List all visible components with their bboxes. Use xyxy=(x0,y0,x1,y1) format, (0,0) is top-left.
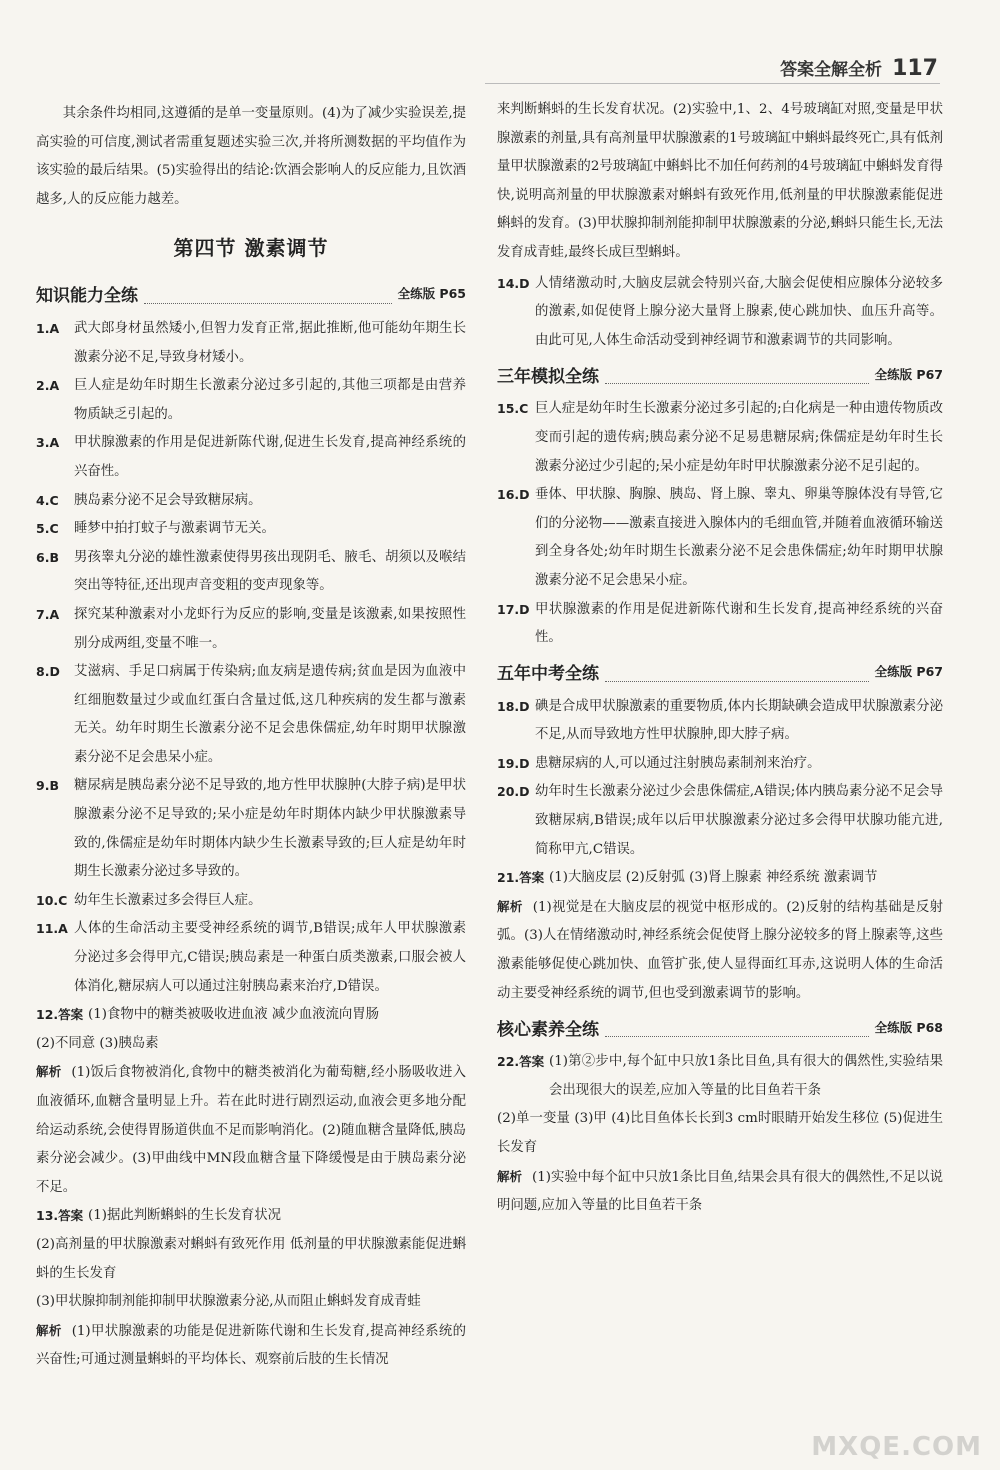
item-text: 人情绪激动时,大脑皮层就会特别兴奋,大脑会促使相应腺体分泌较多的激素,如促使肾上腺分泌大量肾上腺素,使心跳加快、血压升高等。由此可见,人体生命活动受到神经调节和激素调节的共同影响。 xyxy=(535,275,943,348)
item-text: 胰岛素分泌不足会导致糖尿病。 xyxy=(74,492,262,508)
item-number: 18.D xyxy=(497,698,530,714)
answer-list-2 xyxy=(497,395,943,652)
section-title: 五年中考全练 xyxy=(497,664,599,685)
item-text: 糖尿病是胰岛素分泌不足导致的,地方性甲状腺肿(大脖子病)是甲状腺激素分泌不足导致的;呆小症是幼年时期体内缺少甲状腺激素导致的,侏儒症是幼年时期体内缺少生长激素导致的;巨人症是幼年时期生长激素分泌过多导致的。 xyxy=(74,778,466,880)
answer-item xyxy=(36,487,466,516)
answer-item xyxy=(497,481,943,595)
item-number: 7.A xyxy=(36,606,60,622)
answer-item xyxy=(497,778,943,864)
section-header-4 xyxy=(497,1016,943,1044)
item-number: 19.D xyxy=(497,755,530,771)
left-column xyxy=(36,100,466,1375)
item-number: 17.D xyxy=(497,601,530,617)
answer-item-12 xyxy=(36,1001,466,1030)
section-title: 三年模拟全练 xyxy=(497,366,599,387)
answer-item xyxy=(36,315,466,372)
item-number: 13.答案 xyxy=(36,1208,84,1224)
answer-item xyxy=(36,429,466,486)
item-number: 6.B xyxy=(36,549,59,565)
analysis-text xyxy=(36,1058,466,1202)
item-text: 患糖尿病的人,可以通过注射胰岛素制剂来治疗。 xyxy=(535,755,821,771)
item-text: (1)据此判断蝌蚪的生长发育状况 xyxy=(88,1208,282,1224)
item-text: (1)大脑皮层 (2)反射弧 (3)肾上腺素 神经系统 激素调节 xyxy=(549,870,878,886)
item-text: 垂体、甲状腺、胸腺、胰岛、肾上腺、睾丸、卵巢等腺体没有导管,它们的分泌物——激素直接进入腺体内的毛细血管,并随着血液循环输送到全身各处;幼年时期生长激素分泌不足会患侏儒症;幼年时期甲状腺激素分泌不足会患呆小症。 xyxy=(535,487,943,588)
item-number: 16.D xyxy=(497,487,530,503)
header-title: 答案全解全析 xyxy=(780,60,883,80)
page-header xyxy=(780,55,938,81)
answer-item-13 xyxy=(36,1202,466,1231)
section-header-3 xyxy=(497,661,943,689)
answer-item xyxy=(36,544,466,601)
item-number: 5.C xyxy=(36,521,59,537)
answer-item xyxy=(497,395,943,481)
answer-item xyxy=(36,915,466,1001)
analysis-text xyxy=(497,1163,943,1221)
section-title: 核心素养全练 xyxy=(497,1019,599,1040)
item-number: 1.A xyxy=(36,320,60,336)
analysis-body: (1)饭后食物被消化,食物中的糖类被消化为葡萄糖,经小肠吸收进入血液循环,血糖含量明显上升。若在此时进行剧烈运动,血液会更多地分配给运动系统,会使得胃肠道供血不足而影响消化。(2)随血糖含量降低,胰岛素分泌会减少。(3)甲曲线中MN段血糖含量下降缓慢是由于胰岛素分泌不足。 xyxy=(36,1065,466,1195)
item-number: 20.D xyxy=(497,784,530,800)
item-text: 探究某种激素对小龙虾行为反应的影响,变量是该激素,如果按照性别分成两组,变量不唯一。 xyxy=(74,606,466,651)
item-number: 21.答案 xyxy=(497,870,545,886)
item-number: 14.D xyxy=(497,275,530,291)
item-number: 8.D xyxy=(36,664,60,680)
section-title: 知识能力全练 xyxy=(36,286,138,307)
item-number: 11.A xyxy=(36,921,68,937)
page-number: 117 xyxy=(892,56,938,81)
answer-line: (3)甲状腺抑制剂能抑制甲状腺激素分泌,从而阻止蝌蚪发育成青蛙 xyxy=(36,1294,421,1310)
answer-list-3 xyxy=(497,693,943,865)
answer-list-1 xyxy=(36,315,466,1001)
section-ref: 全练版 P67 xyxy=(874,664,943,680)
analysis-text xyxy=(36,1317,466,1375)
answer-line: (2)高剂量的甲状腺激素对蝌蚪有致死作用 低剂量的甲状腺激素能促进蝌蚪的生长发育 xyxy=(36,1236,466,1281)
item-text: 甲状腺激素的作用是促进新陈代谢,促进生长发育,提高神经系统的兴奋性。 xyxy=(74,435,466,479)
analysis-body: (1)视觉是在大脑皮层的视觉中枢形成的。(2)反射的结构基础是反射弧。(3)人在情绪激动时,神经系统会促使肾上腺分泌较多的肾上腺素等,这些激素能够促使心跳加快、血管扩张,使人显得面红耳赤,这说明人体的生命活动主要受神经系统的调节,但也受到激素调节的影响。 xyxy=(497,899,943,1001)
answer-item xyxy=(36,515,466,544)
item-text: (1)食物中的糖类被吸收进血液 减少血液流向胃肠 xyxy=(88,1007,380,1023)
section-ref: 全练版 P67 xyxy=(874,366,943,382)
dotted-leader xyxy=(605,1036,869,1037)
analysis-label: 解析 xyxy=(36,1322,62,1338)
right-intro-text: 来判断蝌蚪的生长发育状况。(2)实验中,1、2、4号玻璃缸对照,变量是甲状腺激素的剂量,具有高剂量甲状腺激素的1号玻璃缸中蝌蚪最终死亡,具有低剂量甲状腺激素的2号玻璃缸中蝌蚪比不加任何药剂的4号玻璃缸中蝌蚪发育得快,说明高剂量的甲状腺激素对蝌蚪有致死作用,低剂量的甲状腺激素能促进蝌蚪的发育。(3)甲状腺抑制剂能抑制甲状腺激素的分泌,蝌蚪只能生长,无法发育成青蛙,最终长成巨型蝌蚪。 xyxy=(497,102,943,260)
item-number: 22.答案 xyxy=(497,1054,545,1070)
item-number: 12.答案 xyxy=(36,1007,84,1023)
analysis-text xyxy=(497,893,943,1008)
chapter-title: 第四节 激素调节 xyxy=(173,236,329,261)
answer-item xyxy=(36,601,466,658)
section-ref: 全练版 P68 xyxy=(874,1019,943,1035)
analysis-label: 解析 xyxy=(497,898,523,914)
item-number: 10.C xyxy=(36,892,68,908)
dotted-leader xyxy=(144,303,392,304)
item-text: 男孩睾丸分泌的雄性激素使得男孩出现阴毛、腋毛、胡须以及喉结突出等特征,还出现声音变粗的变声现象等。 xyxy=(74,549,466,594)
item-text: 武大郎身材虽然矮小,但智力发育正常,据此推断,他可能幼年期生长激素分泌不足,导致身材矮小。 xyxy=(74,320,466,365)
answer-item xyxy=(497,693,943,750)
header-rule xyxy=(485,83,940,84)
analysis-label: 解析 xyxy=(36,1064,62,1080)
item-text: 巨人症是幼年时生长激素分泌过多引起的;白化病是一种由遗传物质改变而引起的遗传病;胰岛素分泌不足易患糖尿病;侏儒症是幼年时生长激素分泌过少引起的;呆小症是幼年时甲状腺激素分泌不足引起的。 xyxy=(535,401,943,474)
section-ref: 全练版 P65 xyxy=(397,286,466,302)
answer-item xyxy=(36,372,466,429)
left-intro-text: 其余条件均相同,这遵循的是单一变量原则。(4)为了减少实验误差,提高实验的可信度,测试者需重复题述实验三次,并将所测数据的平均值作为该实验的最后结果。(5)实验得出的结论:饮酒会影响人的反应能力,且饮酒越多,人的反应能力越差。 xyxy=(36,106,466,207)
section-header-2 xyxy=(497,363,943,391)
item-text: 巨人症是幼年时期生长激素分泌过多引起的,其他三项都是由营养物质缺乏引起的。 xyxy=(74,378,466,422)
dotted-leader xyxy=(605,681,869,682)
answer-item-14 xyxy=(497,270,943,356)
item-number: 3.A xyxy=(36,435,60,451)
item-number: 15.C xyxy=(497,401,529,417)
item-text: 睡梦中拍打蚊子与激素调节无关。 xyxy=(74,521,275,537)
answer-item-21 xyxy=(497,864,943,893)
item-text: 幼年时生长激素分泌过少会患侏儒症,A错误;体内胰岛素分泌不足会导致糖尿病,B错误;成年以后甲状腺激素分泌过多会得甲状腺功能亢进,简称甲亢,C错误。 xyxy=(535,784,943,857)
watermark-logo xyxy=(811,1432,982,1462)
item-text: 甲状腺激素的作用是促进新陈代谢和生长发育,提高神经系统的兴奋性。 xyxy=(535,601,943,646)
analysis-body: (1)实验中每个缸中只放1条比目鱼,结果会具有很大的偶然性,不足以说明问题,应加入等量的比目鱼若干条 xyxy=(497,1169,943,1214)
answer-item xyxy=(36,772,466,886)
right-column xyxy=(497,96,943,1221)
item-number: 9.B xyxy=(36,778,59,794)
answer-item xyxy=(497,750,943,779)
analysis-label: 解析 xyxy=(497,1168,523,1184)
item-text: 幼年生长激素过多会得巨人症。 xyxy=(74,892,262,908)
item-text: 艾滋病、手足口病属于传染病;血友病是遗传病;贫血是因为血液中红细胞数量过少或血红蛋白含量过低,这几种疾病的发生都与激素无关。幼年时期生长激素分泌不足会患侏儒症,幼年时期甲状腺激素分泌不足会患呆小症。 xyxy=(74,664,466,765)
item-number: 2.A xyxy=(36,378,60,394)
answer-item xyxy=(497,596,943,653)
item-text: (1)第②步中,每个缸中只放1条比目鱼,具有很大的偶然性,实验结果会出现很大的误差,应加入等量的比目鱼若干条 xyxy=(549,1054,943,1098)
item-number: 4.C xyxy=(36,492,59,508)
item-text: 碘是合成甲状腺激素的重要物质,体内长期缺碘会造成甲状腺激素分泌不足,从而导致地方性甲状腺肿,即大脖子病。 xyxy=(535,698,943,743)
answer-line: (2)不同意 (3)胰岛素 xyxy=(36,1035,159,1051)
section-header-1 xyxy=(36,283,466,311)
answer-item xyxy=(36,658,466,772)
watermark-text: MXQE.COM xyxy=(811,1432,982,1462)
answer-item xyxy=(36,887,466,916)
item-text: 人体的生命活动主要受神经系统的调节,B错误;成年人甲状腺激素分泌过多会得甲亢,C错误;胰岛素是一种蛋白质类激素,口服会被人体消化,糖尿病人可以通过注射胰岛素来治疗,D错误。 xyxy=(74,921,466,994)
dotted-leader xyxy=(605,383,869,384)
answer-item-22 xyxy=(497,1048,943,1105)
answer-line: (2)单一变量 (3)甲 (4)比目鱼体长长到3 cm时眼睛开始发生移位 (5)促进生长发育 xyxy=(497,1111,943,1155)
analysis-body: (1)甲状腺激素的功能是促进新陈代谢和生长发育,提高神经系统的兴奋性;可通过测量蝌蚪的平均体长、观察前后肢的生长情况 xyxy=(36,1323,466,1368)
